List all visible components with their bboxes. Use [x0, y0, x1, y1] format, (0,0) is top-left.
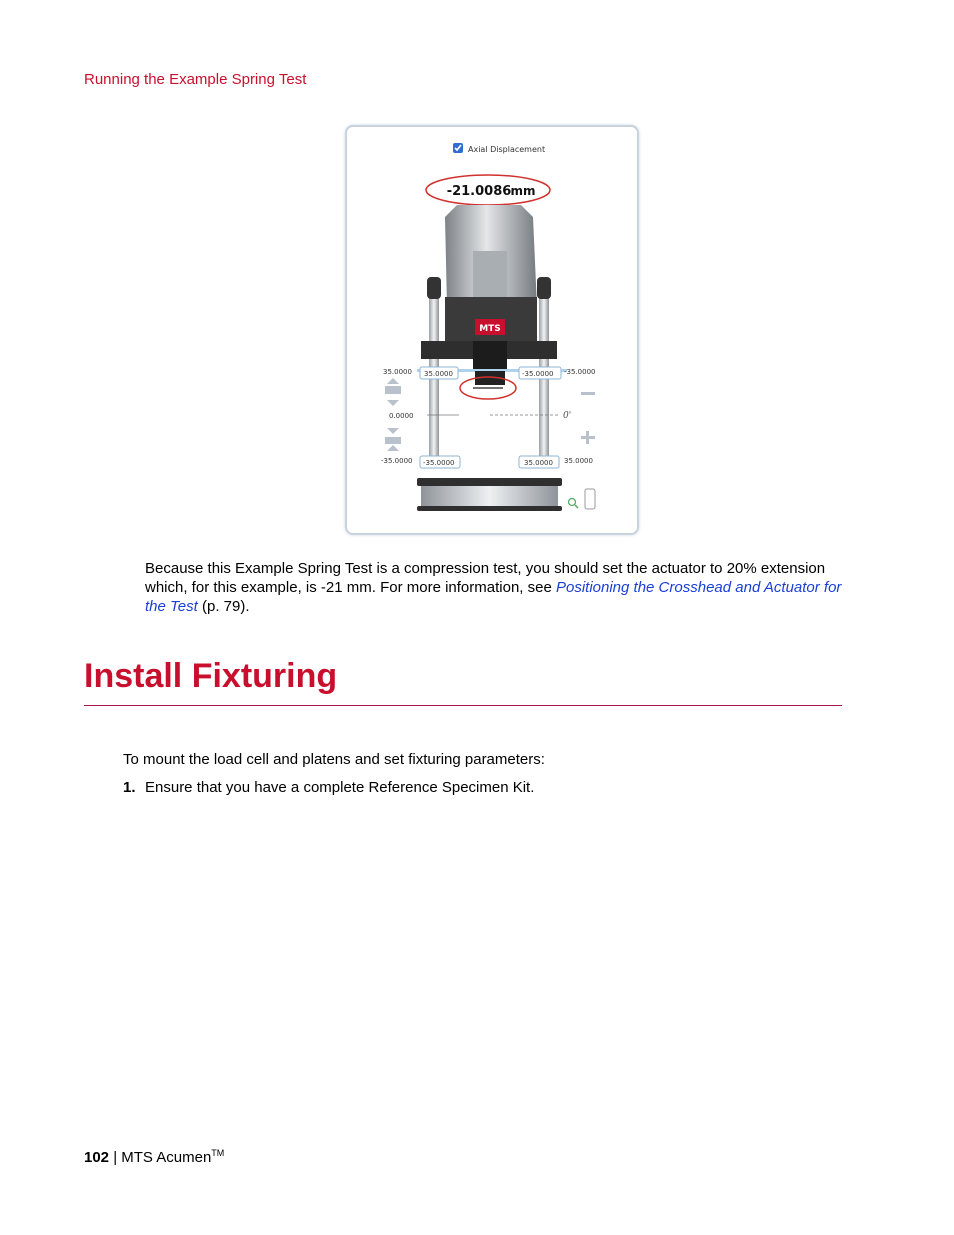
frame-diagram [347, 127, 637, 533]
left-lower-box: -35.0000 [423, 459, 455, 467]
right-lower-box: 35.0000 [524, 459, 553, 467]
para-ref: (p. 79). [197, 598, 250, 615]
readout-unit: mm [510, 184, 536, 198]
product-name: MTS Acumen [121, 1149, 212, 1166]
section-title: Install Fixturing [84, 657, 338, 695]
left-upper-limit: 35.0000 [383, 368, 412, 376]
page-footer [84, 1148, 224, 1166]
para-text: Because this Example Spring Test is a compression test, you should set the actuator to 20% extension which, for this example, is -21 mm. For more information, see [145, 560, 826, 596]
positioning-link[interactable]: Positioning the Crosshead and Actuator for the Test [145, 579, 842, 615]
zero-value: 0.0000 [389, 412, 414, 420]
jog-up-icon [387, 378, 399, 384]
left-lower-limit: -35.0000 [381, 457, 413, 465]
step-item [123, 779, 534, 796]
checkbox-label: Axial Displacement [468, 145, 546, 154]
minus-icon [581, 392, 595, 395]
device-icon [585, 489, 595, 509]
footer-separator: | [109, 1149, 122, 1166]
zero-marker: 0' [563, 411, 572, 421]
jog-down-icon [387, 400, 399, 406]
step-text: Ensure that you have a complete Reference Specimen Kit. [145, 779, 535, 796]
running-header: Running the Example Spring Test [84, 71, 307, 88]
right-lower-limit: 35.0000 [564, 457, 593, 465]
left-upper-box: 35.0000 [424, 370, 453, 378]
right-upper-limit: -35.0000 [564, 368, 596, 376]
intro-text: To mount the load cell and platens and set fixturing parameters: [123, 751, 545, 768]
trademark: TM [211, 1148, 225, 1158]
page-number: 102 [84, 1149, 110, 1166]
readout-value: -21.0086 [446, 184, 512, 199]
section-divider [84, 705, 842, 706]
explanation-paragraph [145, 559, 850, 616]
step-number: 1. [123, 779, 136, 796]
logo-text: MTS [479, 324, 501, 334]
actuator-figure [345, 125, 639, 535]
right-upper-box: -35.0000 [522, 370, 554, 378]
zoom-icon [569, 499, 576, 506]
